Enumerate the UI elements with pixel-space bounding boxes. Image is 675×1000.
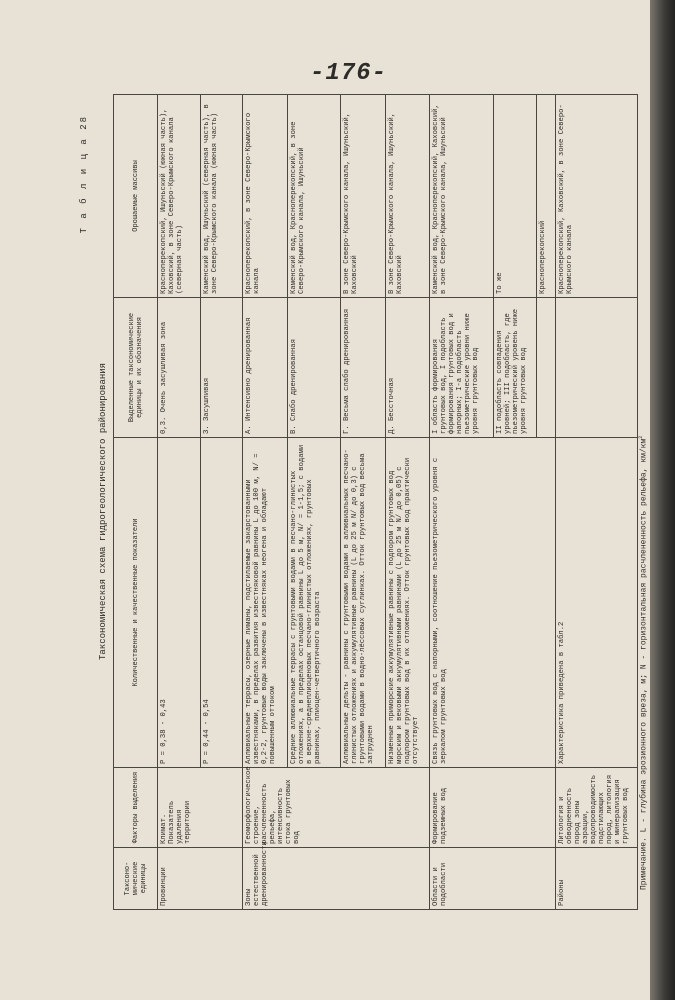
table-note: Примечание. L - глубина эрозионного вреза, м; N - горизонтальная расчлененность рельефа, $км/км^2$ bbox=[638, 435, 649, 890]
massif-cell: В зоне Северо-Крымского канала, Ишуньский, Каховский bbox=[341, 95, 386, 298]
header-massif: Орошаемые массивы bbox=[114, 95, 158, 298]
taxon-cell: А. Интенсивно дренированная bbox=[243, 298, 288, 438]
table-label: Т а б л и ц а 28 bbox=[79, 115, 89, 234]
unit-cell: Провинции bbox=[158, 848, 243, 910]
page-edge-shadow bbox=[650, 0, 675, 1000]
indicator-cell: Аллювиальные террасы, озерные лиманы, подстилаемые закарстованными известняками, в пределах развития известняковой равнины L до 100 м, N/ = 0,2-2, грунтовые воды заключены в известняках неогена и обладают повышенным оттоком bbox=[243, 438, 288, 768]
indicator-cell: P = 0,44 - 0,54 bbox=[200, 438, 243, 768]
factor-cell: Климат. Показатель удаления территории bbox=[158, 768, 243, 848]
rotated-table-block bbox=[79, 95, 650, 910]
header-unit: Таксоно-мические единицы bbox=[114, 848, 158, 910]
header-indicator: Количественные и качественные показатели bbox=[114, 438, 158, 768]
massif-cell: Каменский вод, Красноперекопский, Каховский, в зоне Северо-Крымского канала, Ишуньский bbox=[430, 95, 494, 298]
factor-cell: Формирование подземных вод bbox=[430, 768, 556, 848]
indicator-cell: Связь грунтовых вод с напорными, соотношение пьезометрического уровня с зеркалом грунтовых вод bbox=[430, 438, 556, 768]
taxon-cell: 0,3. Очень засушливая зона bbox=[158, 298, 201, 438]
massif-cell: Красноперекопский bbox=[536, 95, 555, 298]
taxon-cell: З. Засушливая bbox=[200, 298, 243, 438]
massif-cell: Каменский вод, Красноперекопский, в зоне Северо-Крымского канала, Ишуньский bbox=[287, 95, 340, 298]
unit-cell: Районы bbox=[555, 848, 637, 910]
taxon-cell: II подобласть совпадения уровней; III подобласть, где пьезометрический уровень ниже уровня грунтовых вод bbox=[494, 298, 537, 438]
taxon-cell: Д. Бессточная bbox=[385, 298, 430, 438]
table-title: Таксономическая схема гидрогеологического районирования bbox=[98, 362, 108, 660]
taxon-cell: Г. Весьма слабо дренированная bbox=[341, 298, 386, 438]
taxon-cell bbox=[536, 298, 555, 438]
table-row bbox=[158, 95, 201, 910]
table-note-text: Примечание. L - глубина эрозионного вреза, м; N - горизонтальная расчлененность рельефа, км/км bbox=[639, 438, 649, 890]
indicator-cell: Низменные приморские аккумулятивные равнины с подпором грунтовых вод морским и вековыми аккумулятивными равнинами (L до 25 м N/ до 0,05) с подпором грунтовых вод в их отложениях. Отток грунтовых вод практически отсутствует bbox=[385, 438, 430, 768]
unit-cell: Зоны естественной дренированности bbox=[243, 848, 430, 910]
factor-cell: Геоморфологическое строение, расчлененность рельефа, интенсивность стока грунтовых вод bbox=[243, 768, 430, 848]
massif-cell: Красноперекопский, Каховский, в зоне Северо-Крымского канала bbox=[555, 95, 637, 298]
table-row bbox=[243, 95, 288, 910]
header-factor: Факторы выделения bbox=[114, 768, 158, 848]
massif-cell: Красноперекопский, Ишуньский (южная часть), Каховский, в зоне Северо-Крымского канала (северная часть) bbox=[158, 95, 201, 298]
massif-cell: То же bbox=[494, 95, 537, 298]
massif-cell: Красноперекопский, в зоне Северо-Крымского канала bbox=[243, 95, 288, 298]
unit-cell: Области и подобласти bbox=[430, 848, 556, 910]
indicator-cell: Средние аллювиальные террасы с грунтовыми водами в песчано-глинистых отложениях, а в пределах останцовой равнины L до 5 м, N/ = 1-1,5; с водами в верхне-среднеплиоценовых песчано-глинистых отложениях, грунтовых равнинах, плиоцен-четвертичного возраста bbox=[287, 438, 340, 768]
header-row bbox=[114, 95, 158, 910]
page-number: -176- bbox=[310, 60, 388, 87]
taxon-cell: I область формирования грунтовых вод, I подобласть формирования грунтовых вод и напорных; I-а подобласть пьезометрические уровни ниже уровня грунтовых вод bbox=[430, 298, 494, 438]
hydrogeological-table bbox=[113, 94, 638, 910]
taxon-cell bbox=[555, 298, 637, 438]
indicator-cell: Аллювиальные дельты - равнины с грунтовыми водами в аллювиальных песчано-глинистых отложениях и аккумулятивные равнины (L до 25 м N/ до 0,3) с грунтовыми водами в водно-лёссовых суглинках. Отток грунтовых вод весьма затруднен bbox=[341, 438, 386, 768]
massif-cell: Каменский вод, Ишуньский (северная часть), в зоне Северо-Крымского канала (южная часть) bbox=[200, 95, 243, 298]
indicator-cell: Характеристика приведена в табл.2 bbox=[555, 438, 637, 768]
factor-cell: Литология и обводненность пород зоны аэрации, водопроводимость подстилающих пород, литология и минерализация грунтовых вод bbox=[555, 768, 637, 848]
table-row bbox=[430, 95, 494, 910]
table-row bbox=[555, 95, 637, 910]
header-taxon: Выделенные таксономические единицы и их обозначения bbox=[114, 298, 158, 438]
indicator-cell: P = 0,38 - 0,43 bbox=[158, 438, 201, 768]
massif-cell: В зоне Северо-Крымского канала, Ишуньский, Каховский bbox=[385, 95, 430, 298]
taxon-cell: В. Слабо дренированная bbox=[287, 298, 340, 438]
